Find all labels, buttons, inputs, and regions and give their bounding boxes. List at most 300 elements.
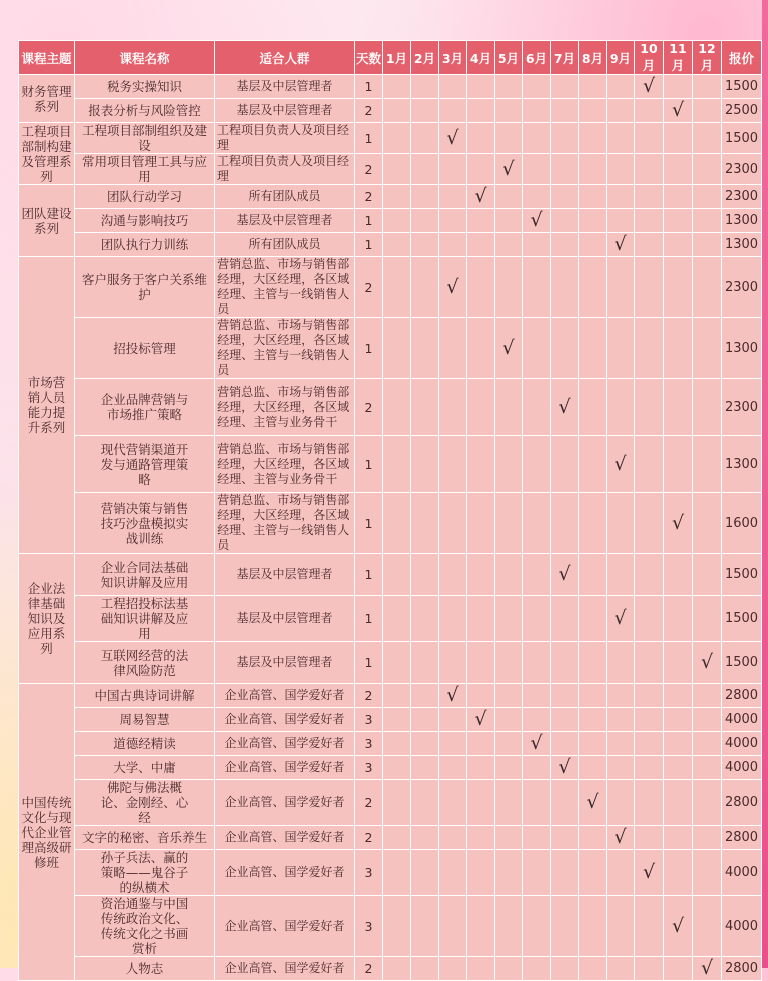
table-row bbox=[19, 436, 762, 493]
days-cell: 1 bbox=[355, 233, 383, 257]
month-cell bbox=[693, 233, 722, 257]
month-cell bbox=[411, 732, 439, 756]
month-cell bbox=[607, 75, 635, 99]
month-cell bbox=[551, 318, 579, 379]
course-name bbox=[75, 850, 215, 896]
price-cell: 1500 bbox=[722, 75, 762, 99]
month-cell bbox=[579, 596, 607, 642]
audience-cell bbox=[215, 123, 355, 154]
month-cell bbox=[383, 732, 411, 756]
days-cell: 3 bbox=[355, 708, 383, 732]
month-cell bbox=[635, 826, 664, 850]
audience-cell bbox=[215, 99, 355, 123]
course-name-text: 互联网经营的法律风险防范 bbox=[100, 647, 189, 678]
audience-cell bbox=[215, 185, 355, 209]
month-cell bbox=[579, 436, 607, 493]
month-cell bbox=[467, 493, 495, 554]
audience-text: 企业高管、国学爱好者 bbox=[224, 736, 345, 750]
month-cell bbox=[495, 209, 523, 233]
month-cell bbox=[411, 780, 439, 826]
checkmark-icon: √ bbox=[642, 75, 656, 97]
month-cell bbox=[383, 642, 411, 684]
month-cell bbox=[635, 493, 664, 554]
month-cell bbox=[383, 826, 411, 850]
month-cell bbox=[664, 596, 693, 642]
month-cell bbox=[383, 554, 411, 596]
month-cell bbox=[579, 684, 607, 708]
month-cell bbox=[693, 780, 722, 826]
month-cell bbox=[551, 642, 579, 684]
month-cell bbox=[495, 379, 523, 436]
month-cell bbox=[551, 957, 579, 981]
course-name-text: 现代营销渠道开发与通路管理策略 bbox=[100, 441, 189, 487]
checkmark-icon: √ bbox=[502, 157, 515, 180]
month-cell bbox=[607, 896, 635, 957]
price-cell: 1300 bbox=[722, 209, 762, 233]
month-cell bbox=[439, 233, 467, 257]
month-cell bbox=[495, 318, 523, 379]
price-cell: 2800 bbox=[722, 684, 762, 708]
month-cell bbox=[495, 850, 523, 896]
month-cell bbox=[467, 257, 495, 318]
course-name-text: 沟通与影响技巧 bbox=[100, 213, 189, 228]
month-cell bbox=[664, 318, 693, 379]
month-cell bbox=[607, 99, 635, 123]
month-cell bbox=[439, 554, 467, 596]
month-cell bbox=[635, 75, 664, 99]
month-cell bbox=[523, 896, 551, 957]
month-cell bbox=[551, 826, 579, 850]
course-name-text: 工程项目部制组织及建设 bbox=[81, 123, 207, 153]
month-cell bbox=[523, 684, 551, 708]
month-cell bbox=[579, 318, 607, 379]
month-cell bbox=[383, 123, 411, 154]
checkmark-icon: √ bbox=[558, 563, 571, 585]
audience-cell bbox=[215, 780, 355, 826]
course-name bbox=[75, 257, 215, 318]
category-name: 中国传统文化与现代企业管理高级研修班 bbox=[21, 794, 72, 870]
audience-text: 企业高管、国学爱好者 bbox=[224, 688, 345, 702]
category-cell bbox=[19, 123, 75, 185]
days-cell: 2 bbox=[355, 99, 383, 123]
audience-text: 工程项目负责人及项目经理 bbox=[217, 123, 350, 152]
month-cell bbox=[523, 123, 551, 154]
days-cell: 1 bbox=[355, 75, 383, 99]
audience-text: 基层及中层管理者 bbox=[236, 103, 333, 117]
month-cell bbox=[383, 257, 411, 318]
course-name-text: 道德经精读 bbox=[113, 736, 176, 751]
days-cell: 2 bbox=[355, 826, 383, 850]
month-cell bbox=[579, 957, 607, 981]
month-cell bbox=[383, 850, 411, 896]
month-cell bbox=[693, 436, 722, 493]
audience-cell bbox=[215, 436, 355, 493]
audience-text: 基层及中层管理者 bbox=[236, 655, 333, 669]
month-cell bbox=[411, 209, 439, 233]
month-cell bbox=[607, 708, 635, 732]
audience-cell bbox=[215, 554, 355, 596]
category-cell bbox=[19, 75, 75, 123]
month-cell bbox=[551, 436, 579, 493]
month-cell bbox=[551, 123, 579, 154]
month-cell bbox=[383, 209, 411, 233]
month-cell bbox=[467, 708, 495, 732]
course-name-text: 企业品牌营销与市场推广策略 bbox=[100, 392, 189, 422]
category-cell bbox=[19, 684, 75, 981]
month-cell bbox=[551, 209, 579, 233]
month-cell bbox=[411, 756, 439, 780]
audience-cell bbox=[215, 75, 355, 99]
days-cell: 3 bbox=[355, 756, 383, 780]
month-cell bbox=[693, 75, 722, 99]
month-cell bbox=[439, 154, 467, 185]
course-name-text: 团队执行力训练 bbox=[100, 237, 189, 252]
month-cell bbox=[579, 185, 607, 209]
month-cell bbox=[551, 75, 579, 99]
month-cell bbox=[495, 233, 523, 257]
table-row bbox=[19, 850, 762, 896]
header-cell: 课程名称 bbox=[75, 41, 215, 75]
audience-text: 企业高管、国学爱好者 bbox=[224, 830, 345, 844]
checkmark-icon: √ bbox=[558, 395, 571, 418]
audience-text: 基层及中层管理者 bbox=[236, 213, 333, 227]
audience-cell bbox=[215, 642, 355, 684]
month-cell bbox=[693, 123, 722, 154]
month-cell bbox=[607, 642, 635, 684]
month-cell bbox=[439, 642, 467, 684]
table-row bbox=[19, 123, 762, 154]
table-row bbox=[19, 185, 762, 209]
category-name: 企业法律基础知识及应用系列 bbox=[27, 581, 66, 656]
month-cell bbox=[635, 379, 664, 436]
month-cell bbox=[495, 257, 523, 318]
month-cell bbox=[664, 233, 693, 257]
month-cell bbox=[495, 554, 523, 596]
month-cell bbox=[467, 554, 495, 596]
month-cell bbox=[551, 756, 579, 780]
month-cell bbox=[383, 436, 411, 493]
month-cell bbox=[664, 209, 693, 233]
audience-text: 营销总监、市场与销售部经理，大区经理，各区域经理、主管与业务骨干 bbox=[217, 384, 350, 429]
days-cell: 1 bbox=[355, 596, 383, 642]
month-cell bbox=[411, 318, 439, 379]
header-cell: 5月 bbox=[495, 41, 523, 75]
month-cell bbox=[693, 209, 722, 233]
month-cell bbox=[551, 554, 579, 596]
audience-text: 营销总监、市场与销售部经理，大区经理，各区域经理、主管与业务骨干 bbox=[217, 441, 350, 486]
edge-stripe bbox=[762, 0, 768, 968]
month-cell bbox=[607, 493, 635, 554]
month-cell bbox=[635, 596, 664, 642]
month-cell bbox=[664, 780, 693, 826]
month-cell bbox=[495, 185, 523, 209]
audience-cell bbox=[215, 257, 355, 318]
month-cell bbox=[383, 75, 411, 99]
course-name-text: 大学、中庸 bbox=[113, 760, 176, 775]
audience-cell bbox=[215, 233, 355, 257]
month-cell bbox=[411, 123, 439, 154]
table-row bbox=[19, 233, 762, 257]
month-cell bbox=[383, 318, 411, 379]
header-cell: 适合人群 bbox=[215, 41, 355, 75]
month-cell bbox=[439, 123, 467, 154]
days-cell: 3 bbox=[355, 732, 383, 756]
month-cell bbox=[607, 436, 635, 493]
course-name-text: 报表分析与风险管控 bbox=[88, 103, 201, 118]
month-cell bbox=[411, 99, 439, 123]
course-name bbox=[75, 826, 215, 850]
price-cell: 1500 bbox=[722, 642, 762, 684]
course-name-text: 常用项目管理工具与应用 bbox=[81, 154, 207, 184]
month-cell bbox=[551, 896, 579, 957]
month-cell bbox=[664, 493, 693, 554]
month-cell bbox=[523, 493, 551, 554]
month-cell bbox=[467, 123, 495, 154]
month-cell bbox=[579, 233, 607, 257]
month-cell bbox=[693, 596, 722, 642]
table-row bbox=[19, 493, 762, 554]
course-name bbox=[75, 684, 215, 708]
month-cell bbox=[551, 708, 579, 732]
month-cell bbox=[523, 318, 551, 379]
course-name bbox=[75, 209, 215, 233]
month-cell bbox=[411, 493, 439, 554]
course-name bbox=[75, 379, 215, 436]
month-cell bbox=[607, 684, 635, 708]
month-cell bbox=[579, 896, 607, 957]
course-name bbox=[75, 957, 215, 981]
month-cell bbox=[439, 684, 467, 708]
table-row bbox=[19, 708, 762, 732]
days-cell: 3 bbox=[355, 850, 383, 896]
table-row bbox=[19, 99, 762, 123]
month-cell bbox=[439, 896, 467, 957]
price-cell: 1500 bbox=[722, 123, 762, 154]
month-cell bbox=[495, 123, 523, 154]
month-cell bbox=[607, 185, 635, 209]
month-cell bbox=[664, 896, 693, 957]
audience-cell bbox=[215, 493, 355, 554]
month-cell bbox=[579, 850, 607, 896]
course-name bbox=[75, 185, 215, 209]
category-name: 市场营销人员能力提升系列 bbox=[27, 375, 66, 435]
checkmark-icon: √ bbox=[614, 233, 627, 255]
month-cell bbox=[467, 379, 495, 436]
month-cell bbox=[523, 642, 551, 684]
month-cell bbox=[495, 75, 523, 99]
month-cell bbox=[523, 850, 551, 896]
header-cell: 3月 bbox=[439, 41, 467, 75]
month-cell bbox=[495, 896, 523, 957]
month-cell bbox=[579, 780, 607, 826]
course-name bbox=[75, 154, 215, 185]
course-name bbox=[75, 123, 215, 154]
audience-cell bbox=[215, 850, 355, 896]
course-name bbox=[75, 233, 215, 257]
days-cell: 1 bbox=[355, 554, 383, 596]
month-cell bbox=[495, 493, 523, 554]
month-cell bbox=[664, 185, 693, 209]
month-cell bbox=[551, 596, 579, 642]
month-cell bbox=[439, 826, 467, 850]
category-cell bbox=[19, 185, 75, 257]
month-cell bbox=[635, 154, 664, 185]
month-cell bbox=[523, 154, 551, 185]
month-cell bbox=[467, 826, 495, 850]
category-cell bbox=[19, 554, 75, 684]
audience-cell bbox=[215, 318, 355, 379]
audience-text: 企业高管、国学爱好者 bbox=[224, 865, 345, 879]
month-cell bbox=[551, 154, 579, 185]
month-cell bbox=[523, 826, 551, 850]
table-row bbox=[19, 732, 762, 756]
month-cell bbox=[467, 957, 495, 981]
month-cell bbox=[495, 154, 523, 185]
price-cell: 1300 bbox=[722, 436, 762, 493]
header-cell: 10月 bbox=[635, 41, 664, 75]
header-row bbox=[19, 41, 762, 75]
days-cell: 3 bbox=[355, 896, 383, 957]
month-cell bbox=[693, 554, 722, 596]
month-cell bbox=[607, 826, 635, 850]
month-cell bbox=[579, 756, 607, 780]
month-cell bbox=[383, 684, 411, 708]
month-cell bbox=[411, 185, 439, 209]
price-cell: 4000 bbox=[722, 708, 762, 732]
month-cell bbox=[664, 154, 693, 185]
days-cell: 2 bbox=[355, 185, 383, 209]
month-cell bbox=[607, 154, 635, 185]
course-name-text: 工程招投标法基础知识讲解及应用 bbox=[100, 596, 189, 641]
month-cell bbox=[495, 780, 523, 826]
month-cell bbox=[607, 554, 635, 596]
price-cell: 2500 bbox=[722, 99, 762, 123]
month-cell bbox=[635, 957, 664, 981]
month-cell bbox=[467, 596, 495, 642]
month-cell bbox=[495, 708, 523, 732]
category-name: 团队建设系列 bbox=[21, 205, 72, 236]
header-cell: 1月 bbox=[383, 41, 411, 75]
month-cell bbox=[607, 318, 635, 379]
audience-text: 营销总监、市场与销售部经理，大区经理，各区域经理、主管与一线销售人员 bbox=[217, 318, 350, 377]
days-cell: 2 bbox=[355, 257, 383, 318]
month-cell bbox=[551, 99, 579, 123]
month-cell bbox=[411, 896, 439, 957]
checkmark-icon: √ bbox=[530, 209, 543, 231]
table-row bbox=[19, 756, 762, 780]
days-cell: 2 bbox=[355, 957, 383, 981]
month-cell bbox=[607, 379, 635, 436]
price-cell: 2800 bbox=[722, 780, 762, 826]
course-name bbox=[75, 642, 215, 684]
month-cell bbox=[523, 780, 551, 826]
month-cell bbox=[467, 185, 495, 209]
month-cell bbox=[439, 708, 467, 732]
month-cell bbox=[579, 732, 607, 756]
month-cell bbox=[523, 554, 551, 596]
month-cell bbox=[607, 732, 635, 756]
days-cell: 1 bbox=[355, 493, 383, 554]
month-cell bbox=[635, 732, 664, 756]
checkmark-icon: √ bbox=[446, 275, 459, 298]
course-name bbox=[75, 780, 215, 826]
checkmark-icon: √ bbox=[642, 861, 656, 883]
month-cell bbox=[411, 850, 439, 896]
audience-text: 营销总监、市场与销售部经理，大区经理，各区域经理、主管与一线销售人员 bbox=[217, 257, 350, 316]
month-cell bbox=[635, 896, 664, 957]
month-cell bbox=[664, 826, 693, 850]
month-cell bbox=[635, 642, 664, 684]
month-cell bbox=[383, 493, 411, 554]
month-cell bbox=[551, 185, 579, 209]
month-cell bbox=[383, 185, 411, 209]
month-cell bbox=[523, 756, 551, 780]
days-cell: 1 bbox=[355, 318, 383, 379]
month-cell bbox=[551, 684, 579, 708]
month-cell bbox=[693, 154, 722, 185]
month-cell bbox=[551, 379, 579, 436]
month-cell bbox=[467, 896, 495, 957]
month-cell bbox=[439, 379, 467, 436]
category-cell bbox=[19, 257, 75, 554]
month-cell bbox=[411, 379, 439, 436]
month-cell bbox=[693, 756, 722, 780]
month-cell bbox=[579, 493, 607, 554]
month-cell bbox=[607, 957, 635, 981]
month-cell bbox=[439, 493, 467, 554]
month-cell bbox=[495, 436, 523, 493]
table-row bbox=[19, 75, 762, 99]
month-cell bbox=[523, 957, 551, 981]
month-cell bbox=[383, 708, 411, 732]
month-cell bbox=[495, 957, 523, 981]
days-cell: 2 bbox=[355, 379, 383, 436]
price-cell: 4000 bbox=[722, 850, 762, 896]
month-cell bbox=[579, 642, 607, 684]
days-cell: 2 bbox=[355, 684, 383, 708]
course-name bbox=[75, 99, 215, 123]
table-row bbox=[19, 154, 762, 185]
month-cell bbox=[495, 642, 523, 684]
checkmark-icon: √ bbox=[530, 732, 543, 754]
month-cell bbox=[607, 257, 635, 318]
month-cell bbox=[664, 436, 693, 493]
month-cell bbox=[551, 732, 579, 756]
month-cell bbox=[439, 99, 467, 123]
price-cell: 2300 bbox=[722, 185, 762, 209]
month-cell bbox=[383, 596, 411, 642]
month-cell bbox=[635, 756, 664, 780]
month-cell bbox=[579, 75, 607, 99]
month-cell bbox=[439, 185, 467, 209]
month-cell bbox=[579, 209, 607, 233]
month-cell bbox=[664, 99, 693, 123]
days-cell: 2 bbox=[355, 780, 383, 826]
category-name: 财务管理系列 bbox=[21, 83, 72, 114]
price-cell: 2800 bbox=[722, 826, 762, 850]
course-name-text: 中国古典诗词讲解 bbox=[94, 688, 195, 703]
month-cell bbox=[523, 732, 551, 756]
table-row bbox=[19, 209, 762, 233]
days-cell: 2 bbox=[355, 154, 383, 185]
audience-cell bbox=[215, 708, 355, 732]
days-cell: 1 bbox=[355, 642, 383, 684]
month-cell bbox=[439, 257, 467, 318]
course-schedule-table bbox=[18, 40, 762, 981]
audience-cell bbox=[215, 756, 355, 780]
month-cell bbox=[607, 209, 635, 233]
audience-text: 企业高管、国学爱好者 bbox=[224, 961, 345, 975]
